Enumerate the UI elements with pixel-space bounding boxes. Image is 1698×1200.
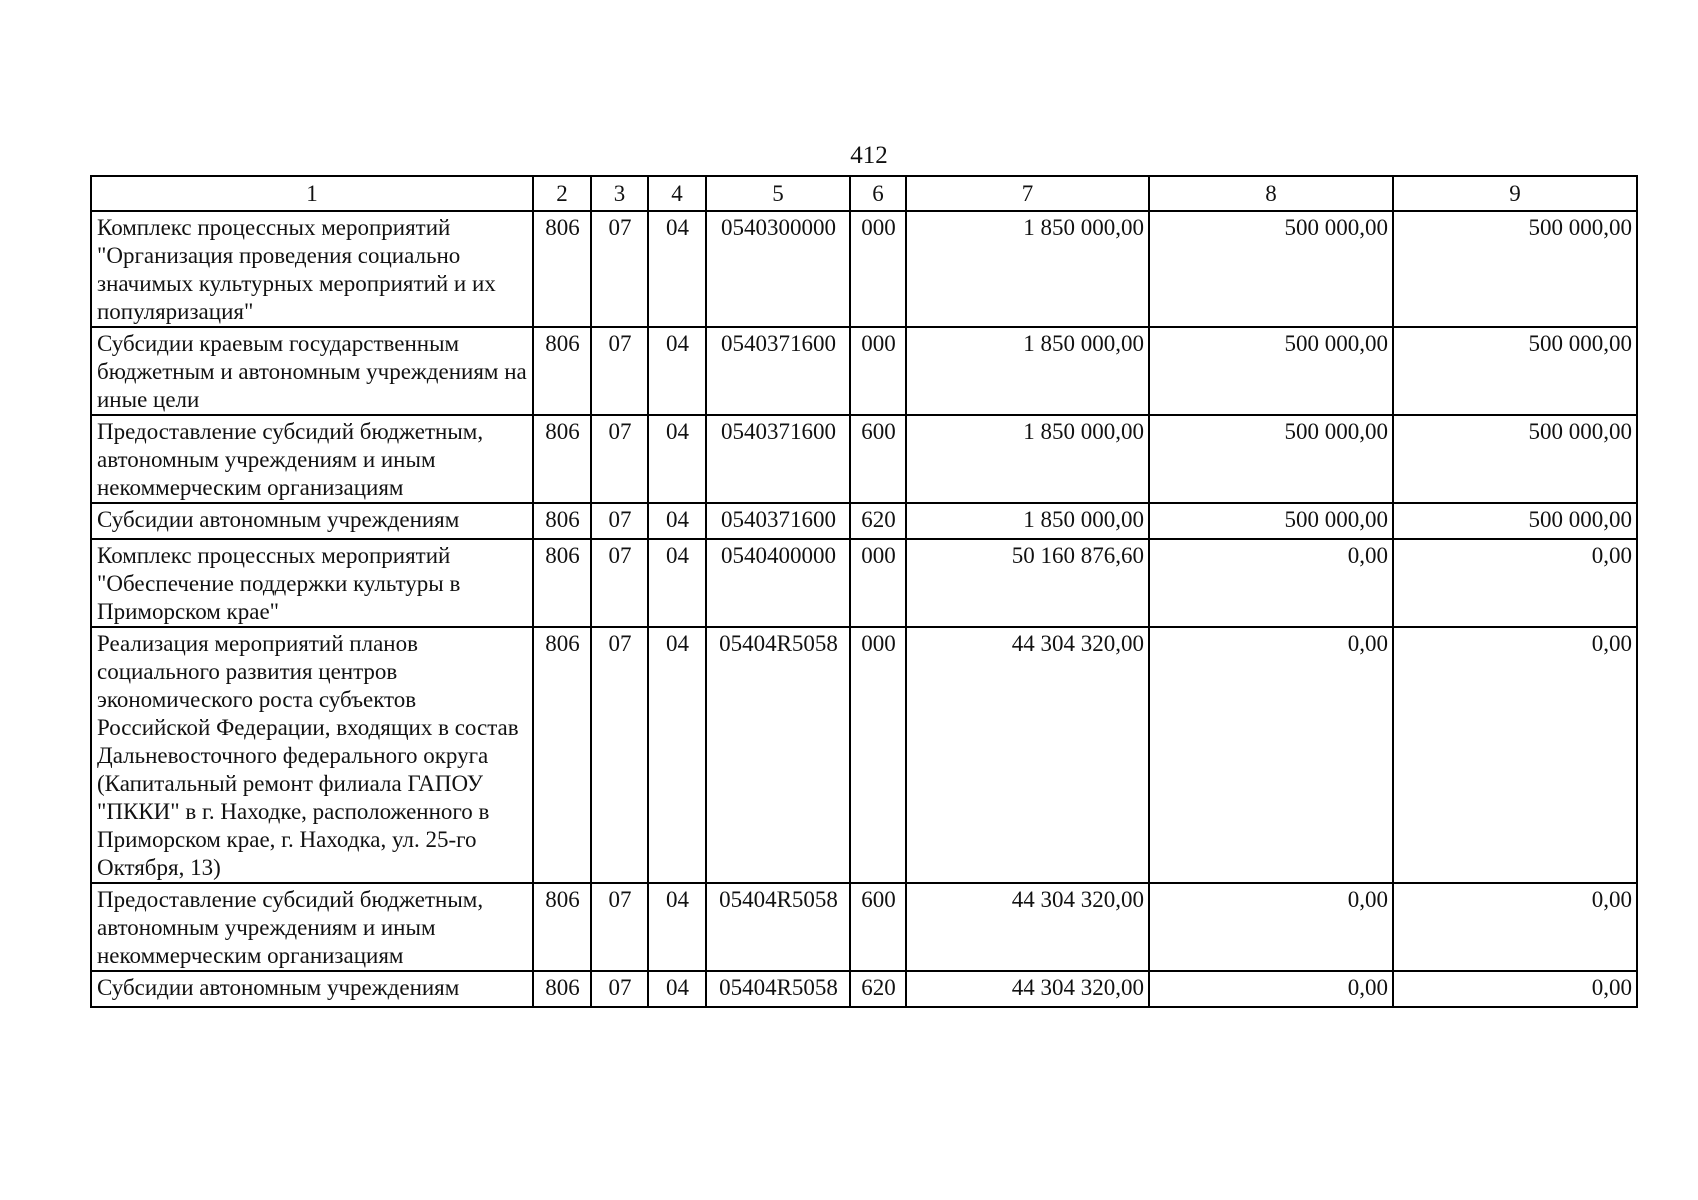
admin-code-cell: 806 — [533, 211, 591, 327]
subsection-code-cell: 04 — [648, 415, 706, 503]
amount-cell: 500 000,00 — [1393, 327, 1637, 415]
table-row — [91, 627, 1637, 883]
row-name-cell: Субсидии краевым государственным бюджетным и автономным учреждениям на иные цели — [91, 327, 533, 415]
amount-cell: 500 000,00 — [1393, 415, 1637, 503]
table-row — [91, 211, 1637, 327]
expense-type-cell: 620 — [850, 971, 906, 1007]
table-row — [91, 327, 1637, 415]
subsection-code-cell: 04 — [648, 539, 706, 627]
table-row — [91, 415, 1637, 503]
admin-code-cell: 806 — [533, 883, 591, 971]
row-name-cell: Предоставление субсидий бюджетным, автономным учреждениям и иным некоммерческим организациям — [91, 883, 533, 971]
amount-cell: 1 850 000,00 — [906, 327, 1149, 415]
subsection-code-cell: 04 — [648, 883, 706, 971]
expense-type-cell: 600 — [850, 415, 906, 503]
subsection-code-cell: 04 — [648, 211, 706, 327]
column-header: 6 — [850, 176, 906, 211]
amount-cell: 44 304 320,00 — [906, 971, 1149, 1007]
expense-type-cell: 620 — [850, 503, 906, 539]
amount-cell: 500 000,00 — [1393, 211, 1637, 327]
subsection-code-cell: 04 — [648, 971, 706, 1007]
admin-code-cell: 806 — [533, 415, 591, 503]
admin-code-cell: 806 — [533, 971, 591, 1007]
target-article-cell: 0540371600 — [706, 327, 850, 415]
table-row — [91, 503, 1637, 539]
table-row — [91, 971, 1637, 1007]
amount-cell: 0,00 — [1393, 627, 1637, 883]
amount-cell: 1 850 000,00 — [906, 211, 1149, 327]
subsection-code-cell: 04 — [648, 503, 706, 539]
target-article-cell: 05404R5058 — [706, 627, 850, 883]
section-code-cell: 07 — [591, 415, 648, 503]
amount-cell: 0,00 — [1149, 627, 1393, 883]
row-name-cell: Комплекс процессных мероприятий "Организация проведения социально значимых культурных мероприятий и их популяризация" — [91, 211, 533, 327]
expense-type-cell: 000 — [850, 211, 906, 327]
amount-cell: 0,00 — [1393, 971, 1637, 1007]
column-header: 7 — [906, 176, 1149, 211]
amount-cell: 500 000,00 — [1149, 415, 1393, 503]
column-header: 2 — [533, 176, 591, 211]
row-name-cell: Субсидии автономным учреждениям — [91, 503, 533, 539]
section-code-cell: 07 — [591, 327, 648, 415]
section-code-cell: 07 — [591, 211, 648, 327]
amount-cell: 44 304 320,00 — [906, 883, 1149, 971]
expense-type-cell: 600 — [850, 883, 906, 971]
table-row — [91, 539, 1637, 627]
subsection-code-cell: 04 — [648, 627, 706, 883]
target-article-cell: 05404R5058 — [706, 883, 850, 971]
section-code-cell: 07 — [591, 627, 648, 883]
expense-type-cell: 000 — [850, 539, 906, 627]
subsection-code-cell: 04 — [648, 327, 706, 415]
amount-cell: 500 000,00 — [1149, 327, 1393, 415]
section-code-cell: 07 — [591, 883, 648, 971]
target-article-cell: 0540400000 — [706, 539, 850, 627]
expense-type-cell: 000 — [850, 627, 906, 883]
section-code-cell: 07 — [591, 539, 648, 627]
expense-type-cell: 000 — [850, 327, 906, 415]
admin-code-cell: 806 — [533, 327, 591, 415]
column-header: 9 — [1393, 176, 1637, 211]
admin-code-cell: 806 — [533, 539, 591, 627]
amount-cell: 500 000,00 — [1393, 503, 1637, 539]
amount-cell: 0,00 — [1149, 883, 1393, 971]
target-article-cell: 0540371600 — [706, 415, 850, 503]
admin-code-cell: 806 — [533, 503, 591, 539]
column-header: 4 — [648, 176, 706, 211]
target-article-cell: 0540300000 — [706, 211, 850, 327]
row-name-cell: Комплекс процессных мероприятий "Обеспечение поддержки культуры в Приморском крае" — [91, 539, 533, 627]
amount-cell: 0,00 — [1393, 539, 1637, 627]
column-header: 3 — [591, 176, 648, 211]
row-name-cell: Реализация мероприятий планов социального развития центров экономического роста субъектов Российской Федерации, входящих в состав Дальневосточного федерального округа (Капитальный ремонт филиала ГАПОУ "ПККИ" в г. Находке, расположенного в Приморском крае, г. Находка, ул. 25-го Октября, 13) — [91, 627, 533, 883]
amount-cell: 44 304 320,00 — [906, 627, 1149, 883]
admin-code-cell: 806 — [533, 627, 591, 883]
page-number: 412 — [850, 142, 888, 169]
amount-cell: 0,00 — [1149, 971, 1393, 1007]
section-code-cell: 07 — [591, 503, 648, 539]
amount-cell: 0,00 — [1393, 883, 1637, 971]
target-article-cell: 05404R5058 — [706, 971, 850, 1007]
amount-cell: 1 850 000,00 — [906, 503, 1149, 539]
amount-cell: 0,00 — [1149, 539, 1393, 627]
row-name-cell: Предоставление субсидий бюджетным, автономным учреждениям и иным некоммерческим организациям — [91, 415, 533, 503]
table-row — [91, 883, 1637, 971]
amount-cell: 1 850 000,00 — [906, 415, 1149, 503]
column-header: 1 — [91, 176, 533, 211]
amount-cell: 50 160 876,60 — [906, 539, 1149, 627]
column-number-row — [91, 176, 1637, 211]
column-header: 8 — [1149, 176, 1393, 211]
budget-table — [90, 175, 1638, 1008]
row-name-cell: Субсидии автономным учреждениям — [91, 971, 533, 1007]
target-article-cell: 0540371600 — [706, 503, 850, 539]
section-code-cell: 07 — [591, 971, 648, 1007]
amount-cell: 500 000,00 — [1149, 503, 1393, 539]
amount-cell: 500 000,00 — [1149, 211, 1393, 327]
column-header: 5 — [706, 176, 850, 211]
